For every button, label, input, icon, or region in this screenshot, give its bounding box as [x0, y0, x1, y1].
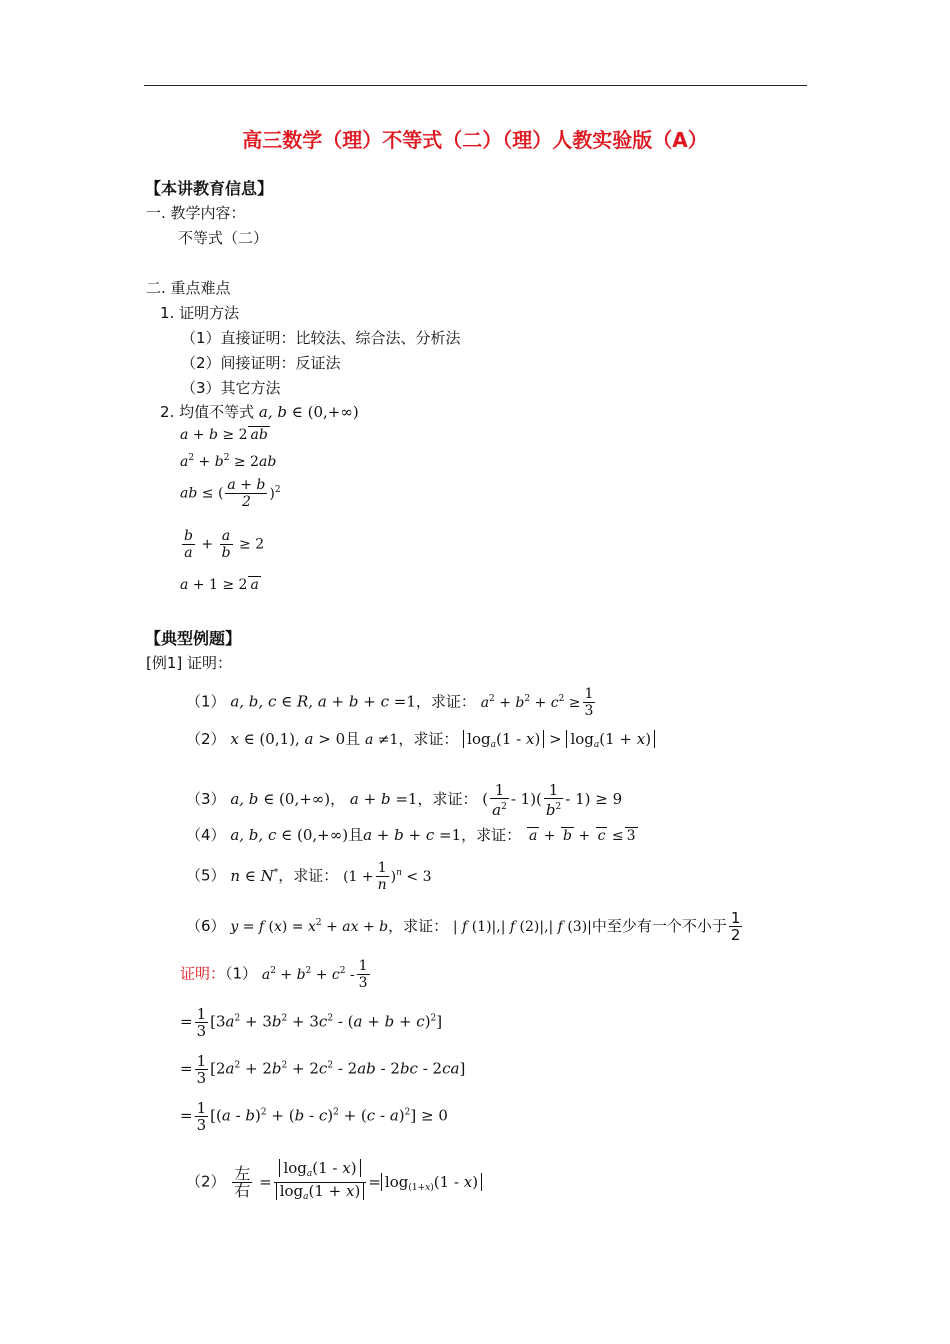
proof-2-ratio [232, 1163, 252, 1200]
problem-5-given: n ∈ N* [230, 866, 279, 885]
formula-mean-5: a + 1 ≥ 2 a [180, 577, 259, 593]
mean-domain-formula: a, b ∈ (0,+∞) [258, 403, 359, 421]
problem-3-claim: ( $\frac{1}{a^2}$ - 1)( $\frac{1}{b^2}$ - 1) ≥ 9 [482, 781, 623, 819]
problem-5 [186, 860, 431, 893]
proof-2-left: 左 [234, 1163, 251, 1183]
problem-2-label: （2） [186, 730, 226, 748]
problem-2-given: x ∈ (0,1), a > 0 [230, 730, 346, 748]
problem-5-claim: (1 + $\frac{1}{n}$ )$^n$ < 3 [343, 860, 432, 893]
proof-1-step-2: = $\frac{1}{3}$ $[2a^2 + 2b^2 + 2c^2 - 2ab - 2bc - 2ca]$ [180, 1052, 466, 1087]
problem-1-label: （1） [186, 692, 226, 711]
key-heading: 二. 重点难点 [146, 279, 231, 297]
problem-2-cond: ，求证： [398, 730, 459, 748]
problem-4-label: （4） [186, 826, 226, 844]
proof-1-step-1: = $\frac{1}{3}$ $[3a^2 + 3b^2 + 3c^2 - (a + b + c)^2]$ [180, 1005, 443, 1040]
problem-1-given: a, b, c ∈ R, a + b + c =1 [230, 692, 416, 711]
formula-mean-3: ab ≤ ( $\frac{a + b}{2}$ )$^2$ [180, 477, 281, 510]
info-heading: 【本讲教育信息】 [145, 179, 274, 198]
content-value: 不等式（二） [178, 229, 269, 247]
method-item-2: （2）间接证明：反证法 [181, 354, 341, 372]
problem-2-given-2: a ≠1 [364, 732, 399, 748]
problem-4-claim: a + b + c ≤ 3 [528, 828, 636, 844]
problem-3-given-2: a + b =1 [349, 790, 418, 808]
method-item-3: （3）其它方法 [181, 379, 281, 397]
problem-1-claim: $a^2 + b^2 + c^2$ ≥ $\frac{1}{3}$ [480, 686, 594, 719]
problem-3: （3） a, b ∈ (0,+∞)， a + b =1，求证： ( $\frac{1}{a^2}$ - 1)( $\frac{1}{b^2}$ - 1) ≥ 9 [186, 781, 623, 819]
problem-6-half: $\frac{1}{2}$ [730, 909, 741, 944]
method-item-1: （1）直接证明：比较法、综合法、分析法 [181, 329, 461, 347]
formula-mean-1: a + b ≥ 2 ab [180, 427, 268, 443]
problem-3-label: （3） [186, 790, 226, 808]
proof-1-expr: $a^2 + b^2 + c^2$ - $\frac{1}{3}$ [261, 958, 368, 991]
method-heading: 1. 证明方法 [160, 304, 240, 322]
proof-2 [186, 1160, 482, 1205]
problem-6-values: | f (1)|,| f (2)|,| f (3)| [452, 919, 592, 935]
page-title: 高三数学（理）不等式（二）（理）人教实验版（A） [242, 128, 708, 152]
formula-mean-4: $\frac{b}{a}$ + $\frac{a}{b}$ ≥ 2 [184, 528, 265, 561]
top-rule [144, 85, 807, 86]
formula-mean-2: $a^2 + b^2 \ge 2ab$ [180, 453, 277, 470]
problem-2 [186, 728, 655, 750]
problem-5-label: （5） [186, 866, 226, 885]
problem-4-given-2: a + b + c =1 [363, 826, 462, 844]
problem-5-cond: ，求证： [278, 866, 339, 885]
proof-1-start [180, 958, 372, 991]
problem-1-cond: ，求证： [415, 692, 476, 711]
proof-2-right: 右 [234, 1180, 251, 1200]
problem-3-given: a, b ∈ (0,+∞) [230, 790, 331, 808]
problem-2-claim: $\log_a(1 - x) > \log_a(1 + x)$ [463, 730, 655, 748]
proof-2-label: （2） [186, 1172, 226, 1191]
proof-2-expr: = $\frac{\log_a(1 - x)}{\log_a(1 + x)}$ = $\log_{(1+x)}(1 - x)$ [259, 1173, 482, 1191]
problem-3-cond: ，求证： [417, 790, 478, 808]
problem-6-tail: 中至少有一个不小于 [591, 917, 727, 935]
problem-4 [186, 824, 638, 845]
problem-2-and: 且 [345, 730, 361, 748]
problem-6-given: y = f $(x) = x^2$ + ax + b [230, 918, 389, 935]
mean-heading [160, 401, 359, 422]
problem-4-given: a, b, c ∈ (0,+∞) [230, 826, 349, 844]
mean-heading-text: 2. 均值不等式 [160, 403, 255, 421]
problem-6-label: （6） [186, 917, 226, 935]
problem-4-and: 且 [348, 826, 364, 844]
example1-label: [例1] 证明： [146, 654, 233, 672]
proof-1-step-3: = $\frac{1}{3}$ [(a - b)$^2$ + (b - c)$^2$ + (c - a)$^2$] ≥ 0 [180, 1099, 448, 1134]
problem-6 [186, 910, 744, 943]
proof-label: 证明： [180, 964, 226, 983]
proof-1-label: （1） [225, 964, 258, 983]
problem-6-cond: ，求证： [388, 917, 449, 935]
content-heading: 一. 教学内容： [146, 204, 246, 222]
problem-4-cond: ，求证： [461, 826, 522, 844]
example-heading: 【典型例题】 [145, 629, 242, 648]
problem-1 [186, 686, 597, 719]
